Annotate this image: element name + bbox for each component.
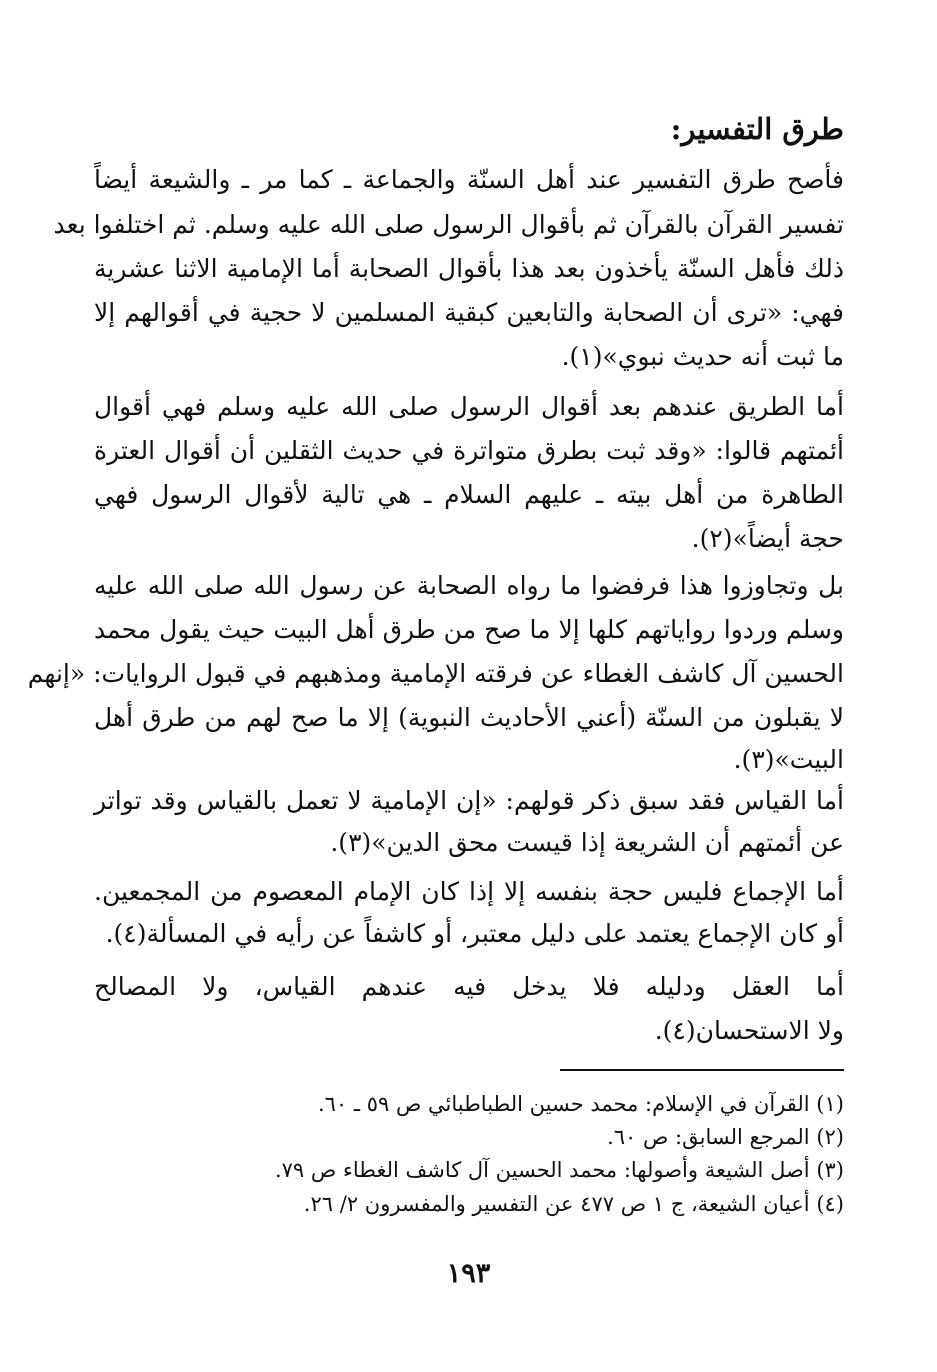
paragraph-6-line-1: أما العقل ودليله فلا يدخل فيه عندهم القياس، ولا المصالح bbox=[94, 972, 844, 1001]
paragraph-1-line-1: فأصح طرق التفسير عند أهل السنّة والجماعة ـ كما مر ـ والشيعة أيضاً bbox=[94, 165, 844, 194]
paragraph-4-line-2: عن أئمتهم أن الشريعة إذا قيست محق الدين»(٣). bbox=[330, 828, 844, 857]
footnote-4: (٤) أعيان الشيعة، ج ١ ص ٤٧٧ عن التفسير والمفسرون ٢/ ٢٦. bbox=[303, 1192, 844, 1216]
section-heading: طرق التفسير: bbox=[670, 112, 844, 146]
footnote-separator bbox=[560, 1069, 844, 1071]
paragraph-1-line-2: تفسير القرآن بالقرآن ثم بأقوال الرسول صلى الله عليه وسلم. ثم اختلفوا بعد bbox=[53, 210, 844, 239]
paragraph-3-line-1: بل وتجاوزوا هذا فرفضوا ما رواه الصحابة عن رسول الله صلى الله عليه bbox=[94, 571, 844, 600]
paragraph-1-line-4: فهي: «ترى أن الصحابة والتابعين كبقية المسلمين لا حجية في أقوالهم إلا bbox=[94, 298, 844, 327]
footnote-3: (٣) أصل الشيعة وأصولها: محمد الحسين آل كاشف الغطاء ص ٧٩. bbox=[274, 1158, 844, 1182]
paragraph-2-line-1: أما الطريق عندهم بعد أقوال الرسول صلى الله عليه وسلم فهي أقوال bbox=[94, 392, 844, 421]
footnote-2: (٢) المرجع السابق: ص ٦٠. bbox=[607, 1125, 844, 1149]
footnote-1: (١) القرآن في الإسلام: محمد حسين الطباطبائي ص ٥٩ ـ ٦٠. bbox=[317, 1092, 844, 1116]
paragraph-1-line-5: ما ثبت أنه حديث نبوي»(١). bbox=[561, 342, 844, 371]
paragraph-3-line-3: الحسين آل كاشف الغطاء عن فرقته الإمامية ومذهبهم في قبول الروايات: «إنهم bbox=[27, 659, 844, 688]
paragraph-2-line-4: حجة أيضاً»(٢). bbox=[691, 524, 844, 553]
paragraph-3-line-4: لا يقبلون من السنّة (أعني الأحاديث النبوية) إلا ما صح لهم من طرق أهل bbox=[94, 703, 844, 732]
paragraph-5-line-2: أو كان الإجماع يعتمد على دليل معتبر، أو كاشفاً عن رأيه في المسألة(٤). bbox=[105, 919, 844, 948]
paragraph-5-line-1: أما الإجماع فليس حجة بنفسه إلا إذا كان الإمام المعصوم من المجمعين. bbox=[94, 877, 844, 906]
paragraph-6-line-2: ولا الاستحسان(٤). bbox=[654, 1016, 844, 1045]
paragraph-4-line-1: أما القياس فقد سبق ذكر قولهم: «إن الإمامية لا تعمل بالقياس وقد تواتر bbox=[94, 786, 844, 815]
paragraph-3-line-5: البيت»(٣). bbox=[733, 745, 844, 774]
paragraph-2-line-3: الطاهرة من أهل بيته ـ عليهم السلام ـ هي تالية لأقوال الرسول فهي bbox=[94, 480, 844, 509]
paragraph-1-line-3: ذلك فأهل السنّة يأخذون بعد هذا بأقوال الصحابة أما الإمامية الاثنا عشرية bbox=[94, 254, 844, 283]
paragraph-2-line-2: أئمتهم قالوا: «وقد ثبت بطرق متواترة في حديث الثقلين أن أقوال العترة bbox=[94, 436, 844, 465]
page-number: ١٩٣ bbox=[446, 1258, 491, 1289]
paragraph-3-line-2: وسلم وردوا رواياتهم كلها إلا ما صح من طرق أهل البيت حيث يقول محمد bbox=[94, 615, 844, 644]
